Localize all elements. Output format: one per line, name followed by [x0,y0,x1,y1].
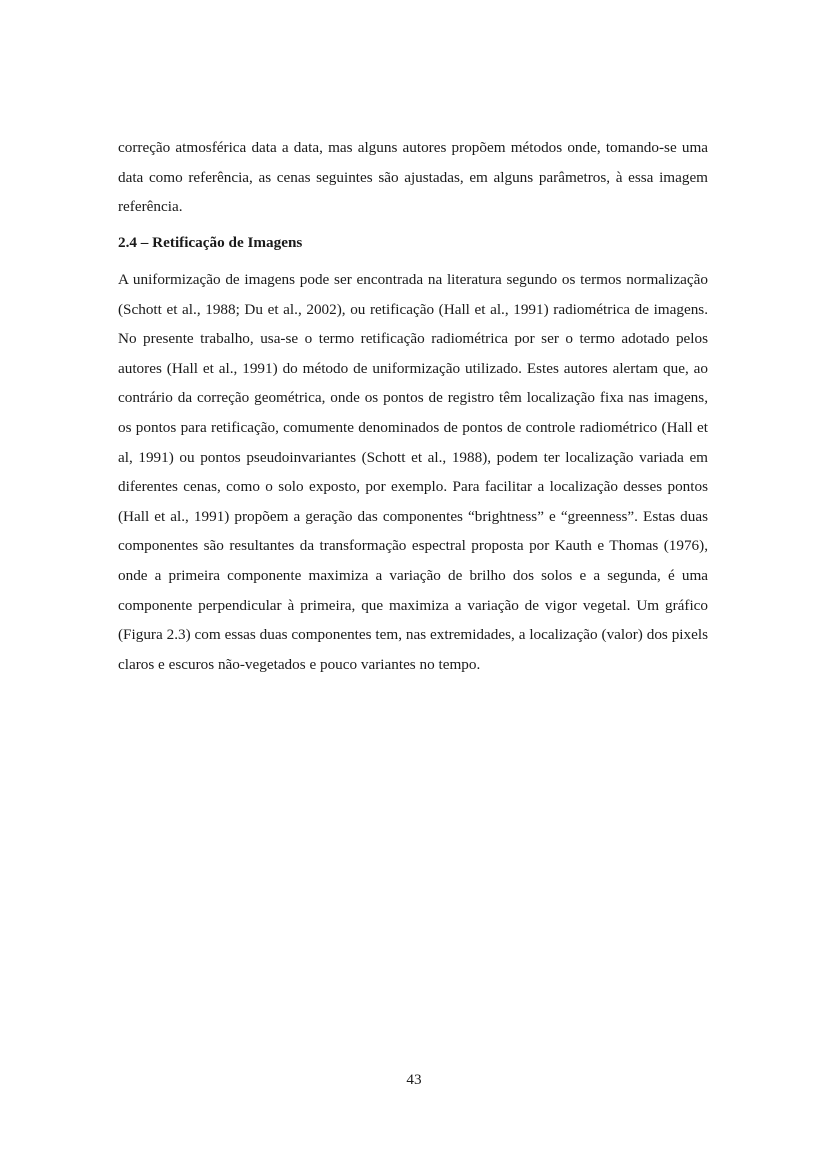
intro-paragraph: correção atmosférica data a data, mas alguns autores propõem métodos onde, tomando-se uma data como referência, as cenas seguintes são ajustadas, em alguns parâmetros, à essa imagem referência. [118,139,708,216]
page-number: 43 [406,1071,422,1088]
section-heading: 2.4 – Retificação de Imagens [118,234,303,251]
main-paragraph: A uniformização de imagens pode ser encontrada na literatura segundo os termos normalização (Schott et al., 1988; Du et al., 2002), ou retificação (Hall et al., 1991) radiométrica de imagens. No presente trabalho, usa-se o termo retificação radiométrica por ser o termo adotado pelos autores (Hall et al., 1991) do método de uniformização utilizado. Estes autores alertam que, ao contrário da correção geométrica, onde os pontos de registro têm localização fixa nas imagens, os pontos para retificação, comumente denominados de pontos de controle radiométrico (Hall et al, 1991) ou pontos pseudoinvariantes (Schott et al., 1988), podem ter localização variada em diferentes cenas, como o solo exposto, por exemplo. Para facilitar a localização desses pontos (Hall et al., 1991) propõem a geração das componentes “brightness” e “greenness”. Estas duas componentes são resultantes da transformação espectral proposta por Kauth e Thomas (1976), onde a primeira componente maximiza a variação de brilho dos solos e a segunda, é uma componente perpendicular à primeira, que maximiza a variação de vigor vegetal. Um gráfico (Figura 2.3) com essas duas componentes tem, nas extremidades, a localização (valor) dos pixels claros e escuros não-vegetados e pouco variantes no tempo. [118,271,708,673]
